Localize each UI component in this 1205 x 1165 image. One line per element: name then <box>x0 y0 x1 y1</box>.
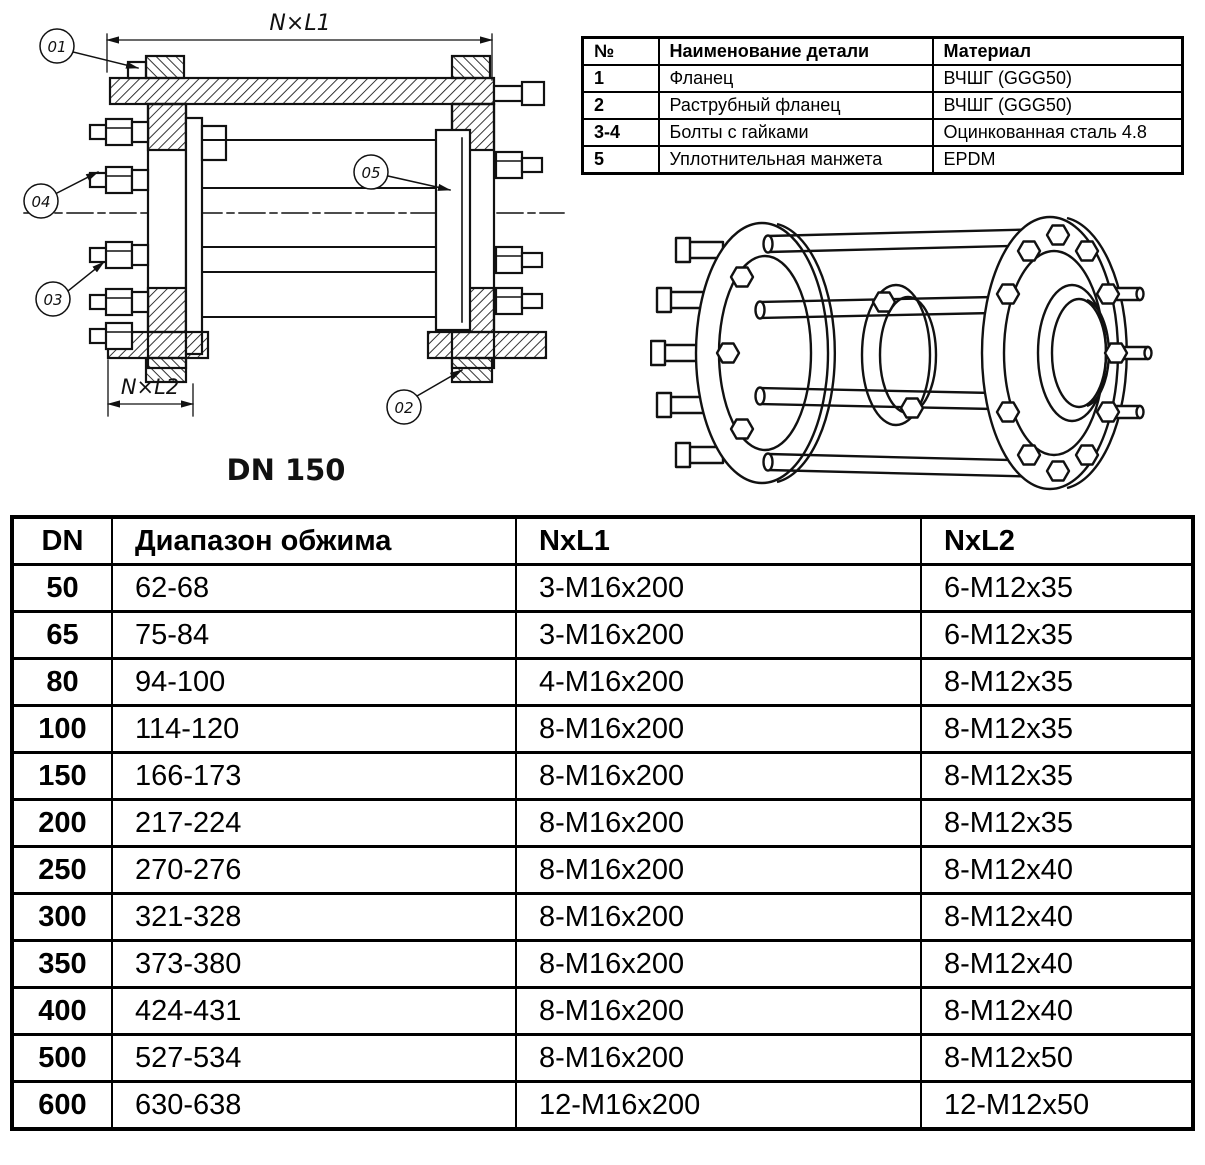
spec-row-0 <box>12 565 1193 612</box>
right-bolts <box>496 152 542 314</box>
parts-cell-0-0: 1 <box>583 65 659 92</box>
spec-cell-2-3: 8-M12x35 <box>921 659 1193 706</box>
spec-cell-11-1: 630-638 <box>112 1082 516 1130</box>
spec-cell-9-0: 400 <box>12 988 112 1035</box>
spec-cell-3-0: 100 <box>12 706 112 753</box>
spec-row-3 <box>12 706 1193 753</box>
spec-cell-0-1: 62-68 <box>112 565 516 612</box>
spec-cell-10-2: 8-M16x200 <box>516 1035 921 1082</box>
dim-nxl2-label: N×L2 <box>120 375 180 399</box>
parts-header-2: Материал <box>933 38 1183 66</box>
spec-cell-8-2: 8-M16x200 <box>516 941 921 988</box>
svg-text:05: 05 <box>361 164 381 182</box>
parts-cell-0-2: ВЧШГ (GGG50) <box>933 65 1183 92</box>
spec-cell-3-1: 114-120 <box>112 706 516 753</box>
spec-cell-5-0: 200 <box>12 800 112 847</box>
spec-cell-1-1: 75-84 <box>112 612 516 659</box>
spec-cell-1-2: 3-M16x200 <box>516 612 921 659</box>
parts-header-0: № <box>583 38 659 66</box>
spec-cell-8-3: 8-M12x40 <box>921 941 1193 988</box>
callout-02 <box>387 370 462 424</box>
spec-cell-1-3: 6-M12x35 <box>921 612 1193 659</box>
spec-row-7 <box>12 894 1193 941</box>
spec-header-3: NxL2 <box>921 517 1193 565</box>
parts-cell-3-2: EPDM <box>933 146 1183 174</box>
pipe-lines <box>202 140 436 317</box>
parts-cell-2-0: 3-4 <box>583 119 659 146</box>
parts-row-1 <box>583 92 1183 119</box>
spec-cell-11-0: 600 <box>12 1082 112 1130</box>
spec-row-4 <box>12 753 1193 800</box>
callout-01 <box>40 29 138 68</box>
spec-cell-4-0: 150 <box>12 753 112 800</box>
parts-row-3 <box>583 146 1183 174</box>
spec-cell-2-0: 80 <box>12 659 112 706</box>
spec-cell-10-3: 8-M12x50 <box>921 1035 1193 1082</box>
spec-cell-9-2: 8-M16x200 <box>516 988 921 1035</box>
parts-row-0 <box>583 65 1183 92</box>
spec-cell-7-0: 300 <box>12 894 112 941</box>
cross-section-drawing <box>0 0 580 500</box>
spec-cell-1-0: 65 <box>12 612 112 659</box>
spec-cell-9-3: 8-M12x40 <box>921 988 1193 1035</box>
drawing-title: DN 150 <box>226 453 346 487</box>
spec-cell-7-3: 8-M12x40 <box>921 894 1193 941</box>
spec-cell-10-0: 500 <box>12 1035 112 1082</box>
svg-text:03: 03 <box>43 291 63 309</box>
spec-table <box>10 515 1195 1131</box>
svg-text:04: 04 <box>31 193 51 211</box>
spec-cell-9-1: 424-431 <box>112 988 516 1035</box>
spec-cell-10-1: 527-534 <box>112 1035 516 1082</box>
spec-cell-8-1: 373-380 <box>112 941 516 988</box>
spec-cell-6-1: 270-276 <box>112 847 516 894</box>
spec-header-row <box>12 517 1193 565</box>
spec-cell-7-2: 8-M16x200 <box>516 894 921 941</box>
dim-nxl1-label: N×L1 <box>269 11 331 36</box>
spec-cell-0-2: 3-M16x200 <box>516 565 921 612</box>
spec-row-10 <box>12 1035 1193 1082</box>
spec-cell-4-3: 8-M12x35 <box>921 753 1193 800</box>
spec-cell-4-1: 166-173 <box>112 753 516 800</box>
left-flange <box>148 104 226 368</box>
left-flange-ring <box>696 223 835 483</box>
parts-cell-3-1: Уплотнительная манжета <box>659 146 933 174</box>
spec-row-2 <box>12 659 1193 706</box>
spec-cell-5-2: 8-M16x200 <box>516 800 921 847</box>
spec-row-1 <box>12 612 1193 659</box>
spec-cell-4-2: 8-M16x200 <box>516 753 921 800</box>
bottom-right-rim <box>428 332 546 382</box>
spec-header-1: Диапазон обжима <box>112 517 516 565</box>
spec-row-6 <box>12 847 1193 894</box>
parts-cell-2-2: Оцинкованная сталь 4.8 <box>933 119 1183 146</box>
spec-cell-2-2: 4-M16x200 <box>516 659 921 706</box>
parts-cell-1-0: 2 <box>583 92 659 119</box>
spec-cell-11-3: 12-M12x50 <box>921 1082 1193 1130</box>
parts-table <box>581 36 1184 175</box>
spec-cell-2-1: 94-100 <box>112 659 516 706</box>
callout-04 <box>24 172 98 218</box>
parts-cell-0-1: Фланец <box>659 65 933 92</box>
spec-row-8 <box>12 941 1193 988</box>
spec-cell-7-1: 321-328 <box>112 894 516 941</box>
spec-cell-5-1: 217-224 <box>112 800 516 847</box>
sealing-sleeve <box>436 130 470 330</box>
top-tie-rod <box>110 56 544 105</box>
spec-cell-5-3: 8-M12x35 <box>921 800 1193 847</box>
centre-hub <box>862 285 936 425</box>
spec-cell-0-0: 50 <box>12 565 112 612</box>
spec-cell-6-3: 8-M12x40 <box>921 847 1193 894</box>
spec-row-11 <box>12 1082 1193 1130</box>
spec-row-9 <box>12 988 1193 1035</box>
parts-cell-2-1: Болты с гайками <box>659 119 933 146</box>
parts-header-row <box>583 38 1183 66</box>
spec-header-2: NxL1 <box>516 517 921 565</box>
svg-text:01: 01 <box>47 38 67 56</box>
svg-text:02: 02 <box>394 399 414 417</box>
parts-cell-1-1: Раструбный фланец <box>659 92 933 119</box>
spec-row-5 <box>12 800 1193 847</box>
spec-cell-3-2: 8-M16x200 <box>516 706 921 753</box>
spec-cell-6-0: 250 <box>12 847 112 894</box>
parts-cell-3-0: 5 <box>583 146 659 174</box>
parts-row-2 <box>583 119 1183 146</box>
spec-cell-6-2: 8-M16x200 <box>516 847 921 894</box>
spec-cell-11-2: 12-M16x200 <box>516 1082 921 1130</box>
parts-header-1: Наименование детали <box>659 38 933 66</box>
spec-header-0: DN <box>12 517 112 565</box>
spec-cell-8-0: 350 <box>12 941 112 988</box>
spec-cell-3-3: 8-M12x35 <box>921 706 1193 753</box>
isometric-drawing <box>650 205 1198 505</box>
spec-cell-0-3: 6-M12x35 <box>921 565 1193 612</box>
parts-cell-1-2: ВЧШГ (GGG50) <box>933 92 1183 119</box>
left-bolts <box>90 119 148 349</box>
